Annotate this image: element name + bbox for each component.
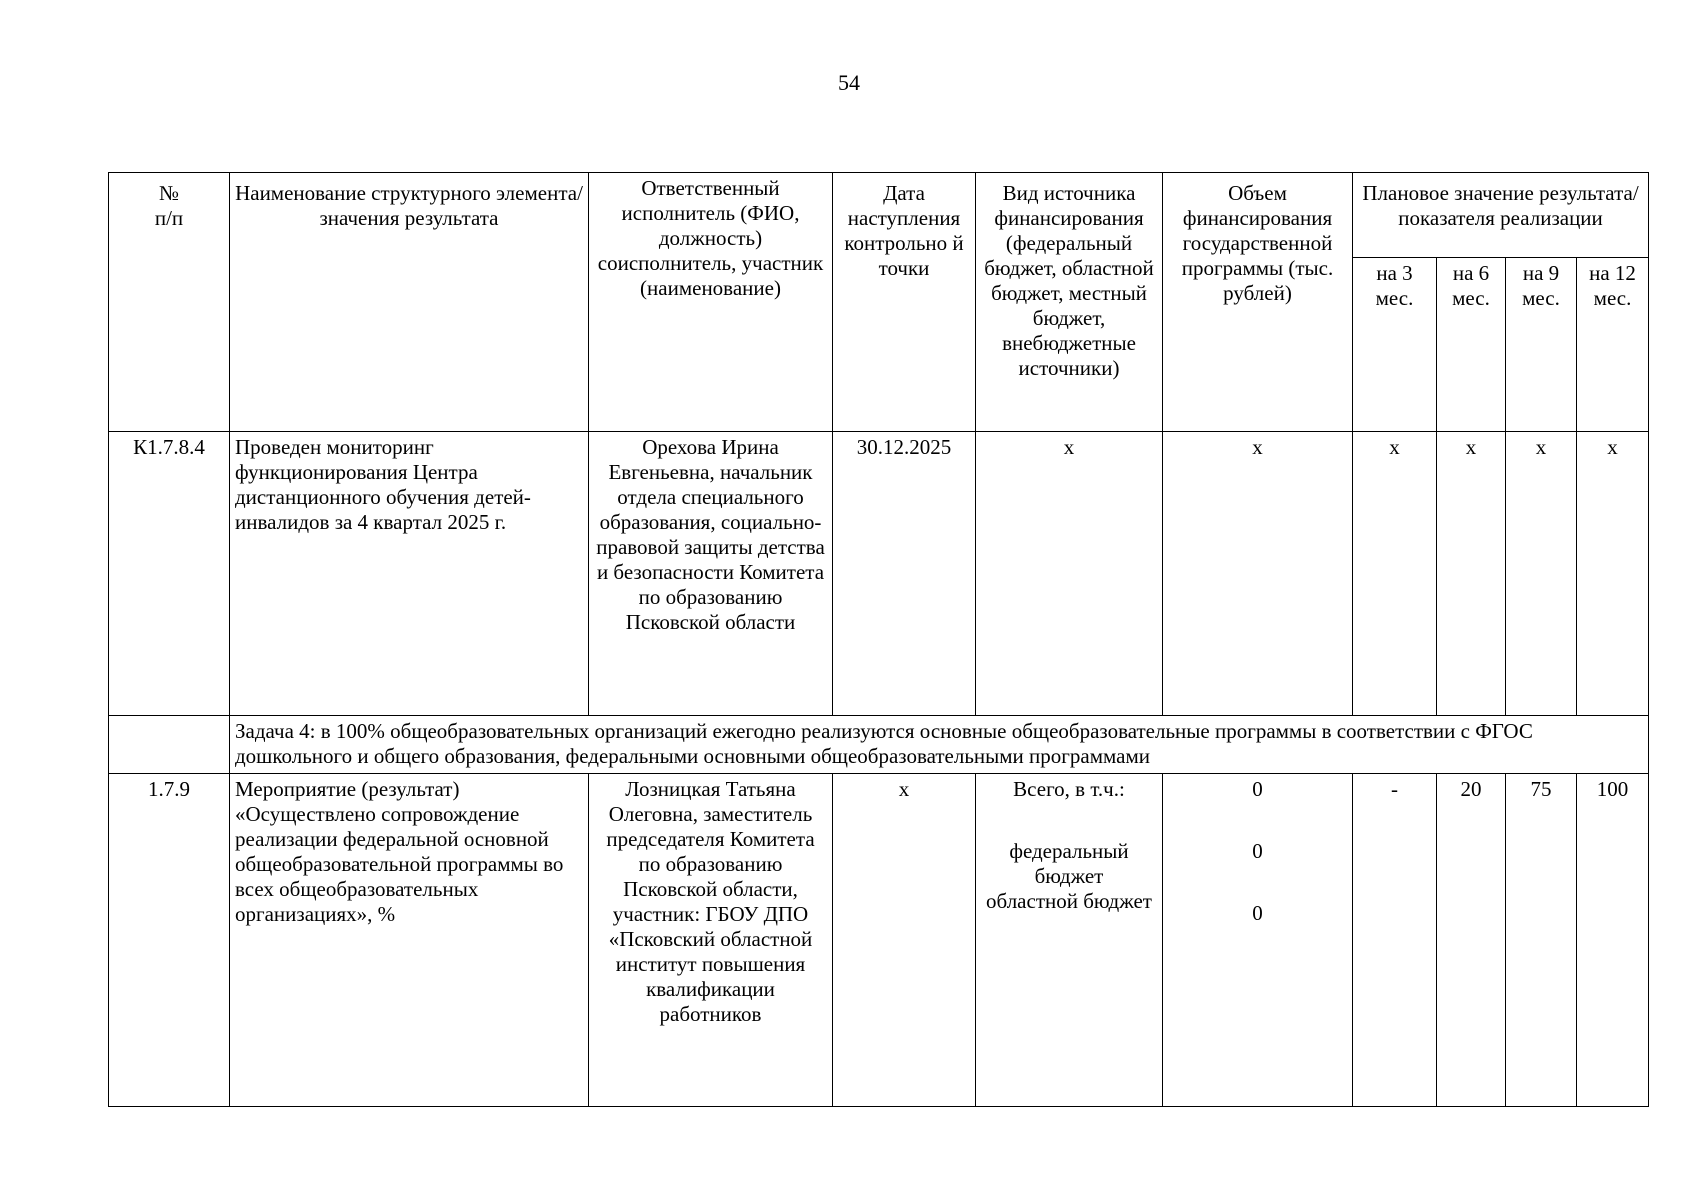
task-row (109, 716, 1649, 774)
row-value-12: 100 (1577, 774, 1649, 1107)
task-text: Задача 4: в 100% общеобразовательных организаций ежегодно реализуются основные общеобразовательные программы в соответствии с ФГОС дошкольного и общего образования, федеральными основными общеобразовательными программами (230, 716, 1649, 774)
task-row-num (109, 716, 230, 774)
row-num: 1.7.9 (109, 774, 230, 1107)
header-period-9: на 9 мес. (1506, 258, 1577, 432)
header-period-6: на 6 мес. (1437, 258, 1506, 432)
header-responsible: Ответственный исполнитель (ФИО, должность) соисполнитель, участник (наименование) (589, 173, 833, 432)
table-row (109, 774, 1649, 1107)
row-volume: х (1163, 432, 1353, 716)
row-volume (1163, 774, 1353, 1107)
plan-table (108, 172, 1649, 1107)
header-source: Вид источника финансирования (федеральный бюджет, областной бюджет, местный бюджет, внебюджетные источники) (976, 173, 1163, 432)
header-num: № п/п (109, 173, 230, 432)
row-responsible: Орехова Ирина Евгеньевна, начальник отдела специального образования, социально-правовой защиты детства и безопасности Комитета по образованию Псковской области (589, 432, 833, 716)
row-value-12: х (1577, 432, 1649, 716)
header-period-3: на 3 мес. (1353, 258, 1437, 432)
source-federal: федеральный бюджет (1009, 839, 1129, 888)
page-number: 54 (838, 70, 860, 95)
row-name: Мероприятие (результат) «Осуществлено сопровождение реализации федеральной основной общеобразовательной программы во всех общеобразовательных организациях», % (230, 774, 589, 1107)
row-value-3: х (1353, 432, 1437, 716)
header-volume: Объем финансирования государственной программы (тыс. рублей) (1163, 173, 1353, 432)
row-num: К1.7.8.4 (109, 432, 230, 716)
row-date: х (833, 774, 976, 1107)
volume-regional: 0 (1252, 901, 1263, 925)
row-source (976, 774, 1163, 1107)
row-date: 30.12.2025 (833, 432, 976, 716)
volume-total: 0 (1252, 777, 1263, 801)
table-row (109, 432, 1649, 716)
volume-federal: 0 (1252, 839, 1263, 863)
row-name: Проведен мониторинг функционирования Центра дистанционного обучения детей-инвалидов за 4 квартал 2025 г. (230, 432, 589, 716)
row-source: х (976, 432, 1163, 716)
row-value-9: х (1506, 432, 1577, 716)
header-planned: Плановое значение результата/показателя реализации (1353, 173, 1649, 258)
header-date: Дата наступления контрольно й точки (833, 173, 976, 432)
row-value-6: х (1437, 432, 1506, 716)
row-responsible: Лозницкая Татьяна Олеговна, заместитель председателя Комитета по образованию Псковской области, участник: ГБОУ ДПО «Псковский областной институт повышения квалификации работников (589, 774, 833, 1107)
row-value-9: 75 (1506, 774, 1577, 1107)
row-value-6: 20 (1437, 774, 1506, 1107)
header-period-12: на 12 мес. (1577, 258, 1649, 432)
row-value-3: - (1353, 774, 1437, 1107)
source-total: Всего, в т.ч.: (1013, 777, 1125, 801)
source-regional: областной бюджет (986, 889, 1152, 913)
header-name: Наименование структурного элемента/ значения результата (230, 173, 589, 432)
table-header-row (109, 173, 1649, 258)
